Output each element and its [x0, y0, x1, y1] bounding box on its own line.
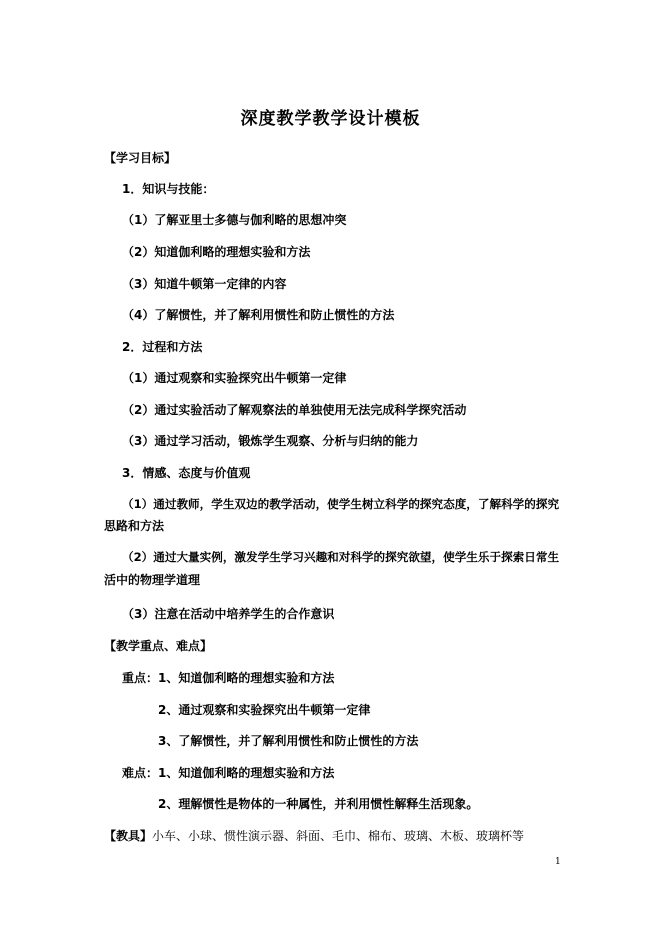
process-item: （3）通过学习活动，锻炼学生观察、分析与归纳的能力	[122, 434, 419, 448]
knowledge-item: （4）了解惯性，并了解利用惯性和防止惯性的方法	[122, 308, 395, 322]
attitude-item: （1）通过教师，学生双边的教学活动，使学生树立科学的探究态度，了解科学的探究	[122, 497, 560, 511]
attitude-item-continuation: 活中的物理学道理	[104, 573, 201, 587]
knowledge-item: （1）了解亚里士多德与伽利略的思想冲突	[122, 213, 347, 227]
key-point: 2、通过观察和实验探究出牛顿第一定律	[158, 703, 371, 717]
objectives-heading: 【学习目标】	[104, 151, 177, 165]
process-item: （2）通过实验活动了解观察法的单独使用无法完成科学探究活动	[122, 403, 467, 417]
attitude-item: （2）通过大量实例，激发学生学习兴趣和对科学的探究欲望，使学生乐于探索日常生	[122, 550, 560, 564]
tools-line	[104, 828, 524, 844]
tools-text: 小车、小球、惯性演示器、斜面、毛巾、棉布、玻璃、木板、玻璃杯等	[152, 829, 525, 843]
knowledge-item: （3）知道牛顿第一定律的内容	[122, 277, 287, 291]
page-title: 深度教学教学设计模板	[240, 109, 421, 129]
key-difficult-heading: 【教学重点、难点】	[104, 639, 213, 653]
key-point: 3、了解惯性，并了解利用惯性和防止惯性的方法	[158, 734, 419, 748]
tools-label: 【教具】	[104, 829, 153, 843]
attitude-item-continuation: 思路和方法	[104, 519, 165, 533]
knowledge-heading: 1．知识与技能：	[122, 182, 215, 196]
difficult-point: 2、理解惯性是物体的一种属性，并利用惯性解释生活现象。	[158, 797, 479, 811]
difficult-point: 难点：1、知道伽利略的理想实验和方法	[122, 766, 335, 780]
process-heading: 2．过程和方法	[122, 340, 203, 354]
knowledge-item: （2）知道伽利略的理想实验和方法	[122, 245, 311, 259]
attitude-item: （3）注意在活动中培养学生的合作意识	[122, 607, 335, 621]
process-item: （1）通过观察和实验探究出牛顿第一定律	[122, 371, 347, 385]
page-number: 1	[555, 857, 561, 867]
attitude-heading: 3．情感、态度与价值观	[122, 466, 251, 480]
key-point: 重点：1、知道伽利略的理想实验和方法	[122, 671, 335, 685]
